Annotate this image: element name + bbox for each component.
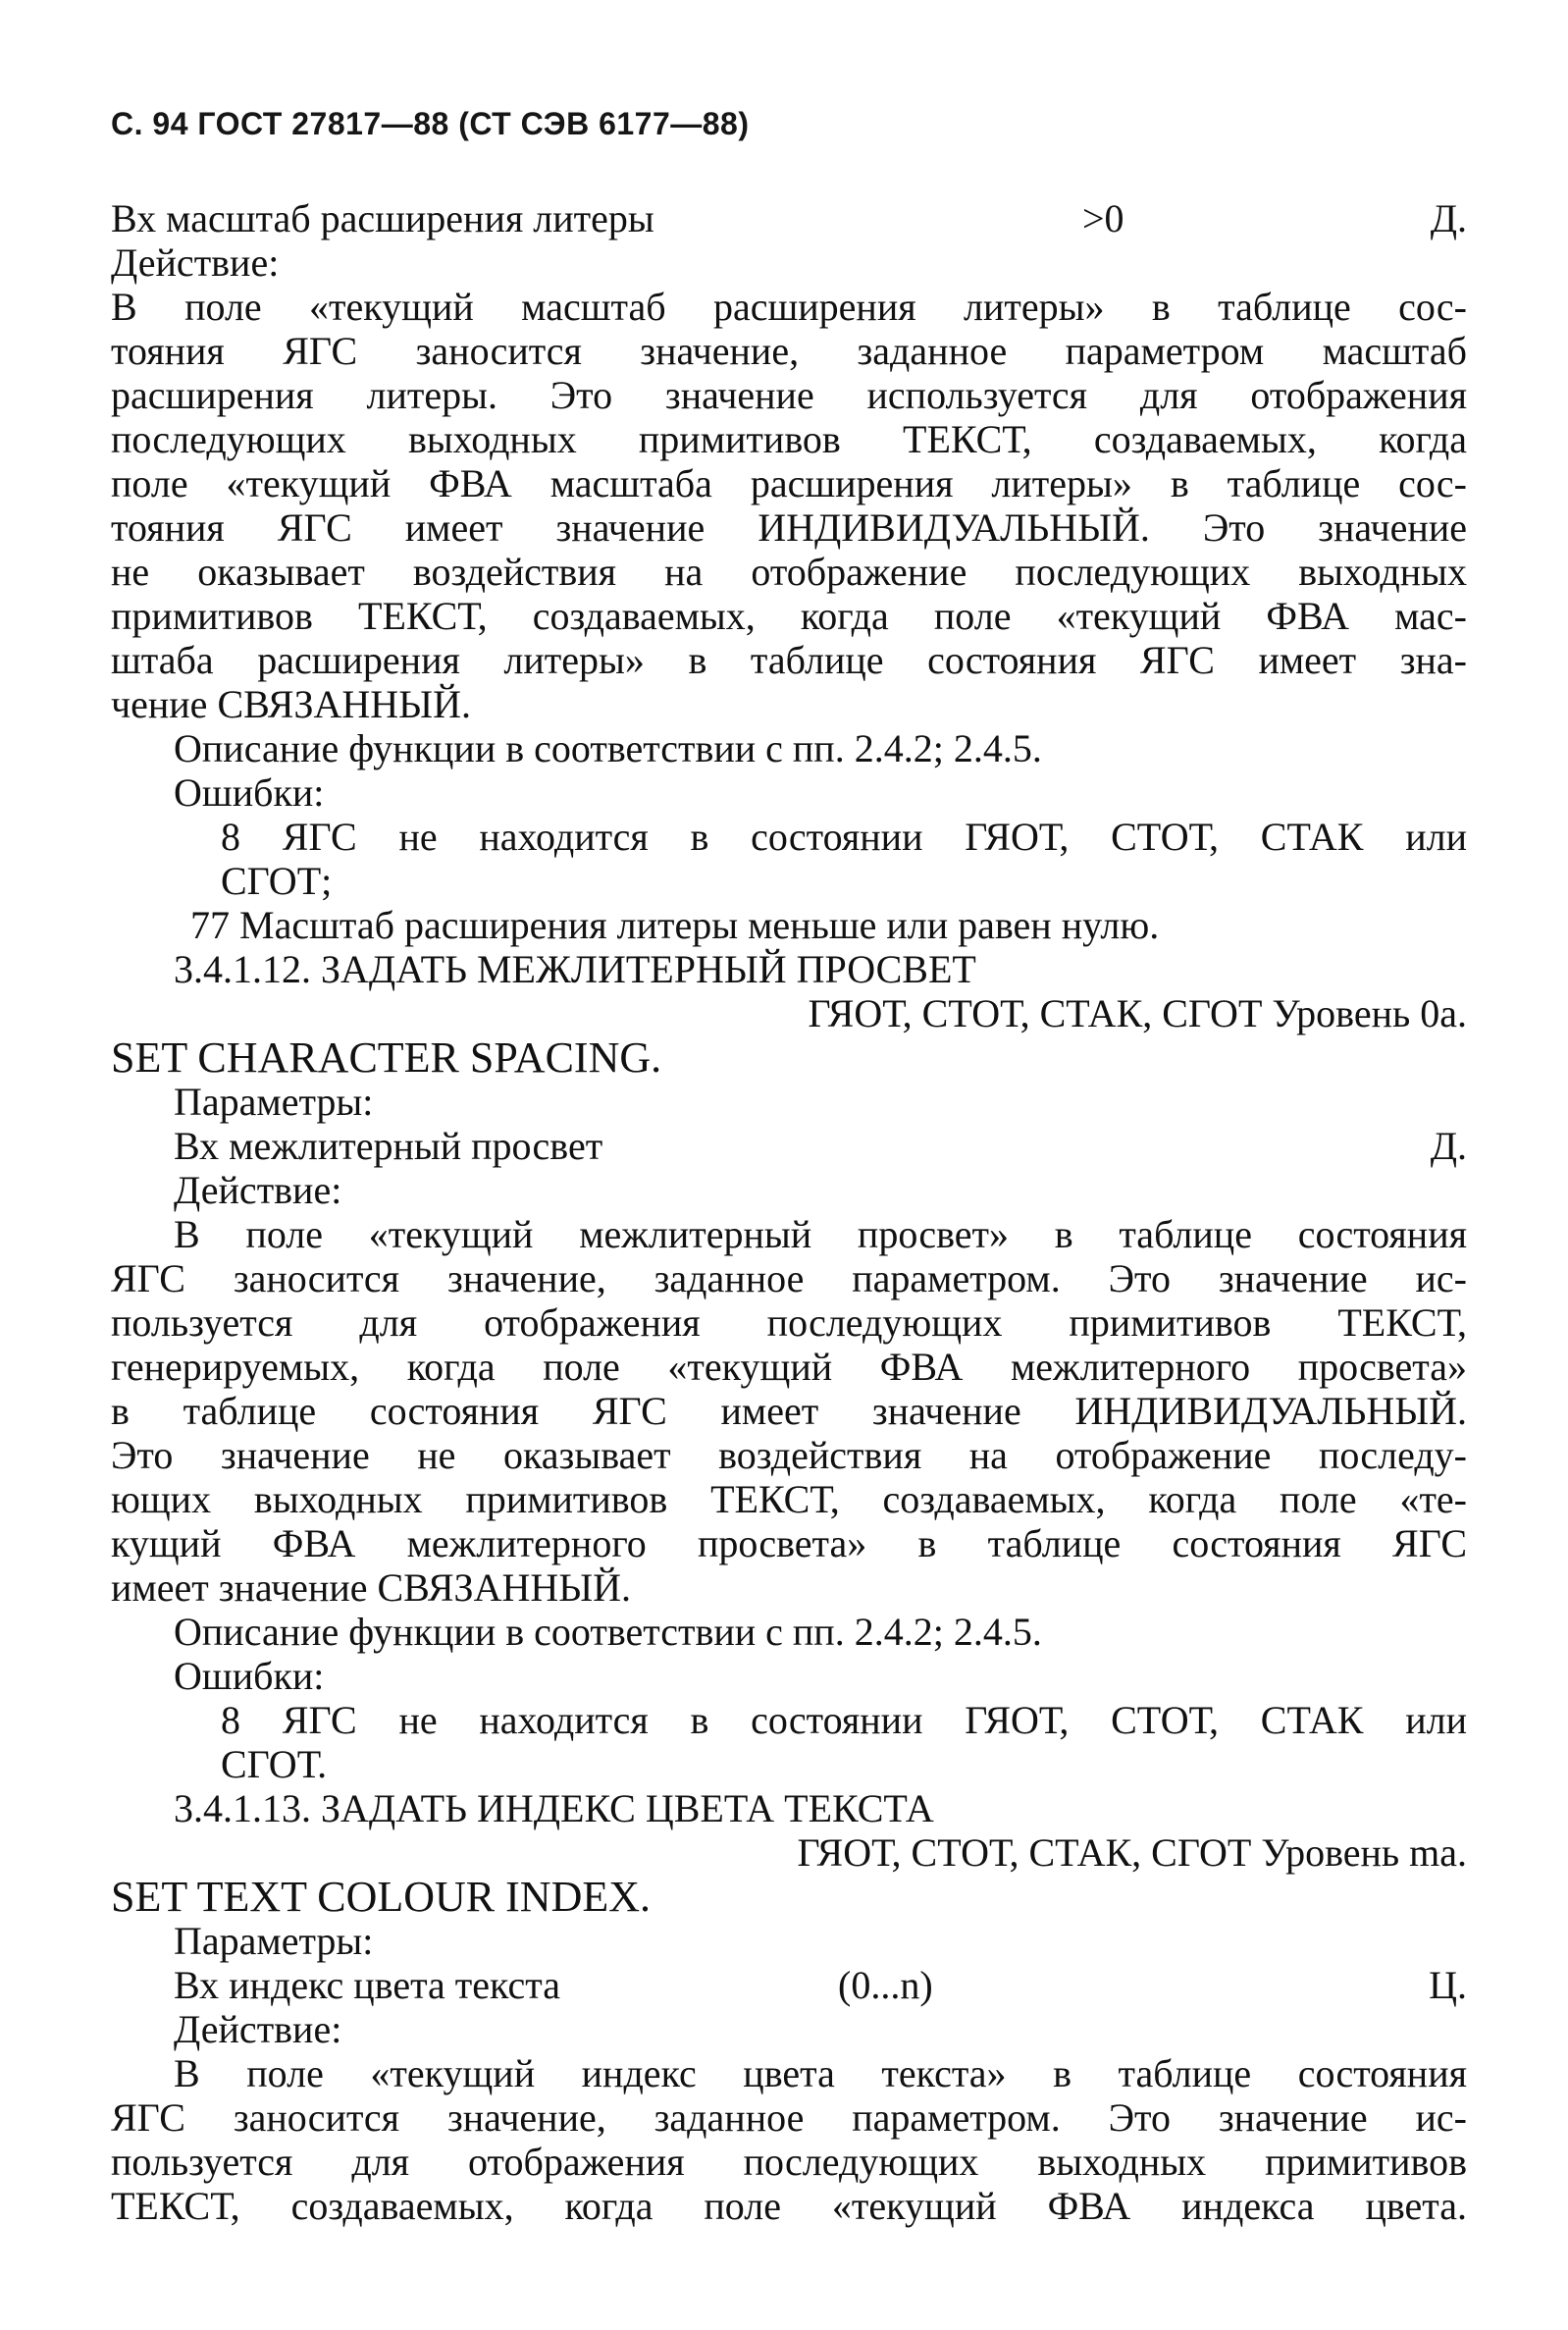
paragraph-line: штаба расширения литеры» в таблице состояния ЯГС имеет зна- xyxy=(111,638,1467,682)
errors-label: Ошибки: xyxy=(174,770,325,815)
param-row xyxy=(174,1124,1467,1169)
paragraph-line: пользуется для отображения последующих примитивов ТЕКСТ, xyxy=(111,1300,1467,1345)
param-name: Вх межлитерный просвет xyxy=(174,1124,603,1168)
param-constraint: >0 xyxy=(1082,196,1124,240)
section-english-name: SET CHARACTER SPACING. xyxy=(111,1033,662,1082)
param-type: Д. xyxy=(1430,1124,1467,1168)
paragraph-line: В поле «текущий индекс цвета текста» в таблице состояния xyxy=(174,2051,1467,2095)
param-row xyxy=(174,1963,1467,2008)
paragraph-line: В поле «текущий масштаб расширения литеры» в таблице сос- xyxy=(111,285,1467,329)
paragraph-line: имеет значение СВЯЗАННЫЙ. xyxy=(111,1565,632,1610)
param-range: (0...n) xyxy=(838,1963,933,2007)
error-item: 8 ЯГС не находится в состоянии ГЯОТ, СТОТ, СТАК или xyxy=(221,1698,1467,1742)
paragraph-line: ЯГС заносится значение, заданное параметром. Это значение ис- xyxy=(111,1256,1467,1300)
description-ref: Описание функции в соответствии с пп. 2.4.2; 2.4.5. xyxy=(174,1610,1042,1654)
param-name: Вх индекс цвета текста xyxy=(174,1963,560,2007)
paragraph-line: последующих выходных примитивов ТЕКСТ, создаваемых, когда xyxy=(111,417,1467,461)
paragraph-line: поле «текущий ФВА масштаба расширения литеры» в таблице сос- xyxy=(111,461,1467,505)
paragraph-line: тояния ЯГС заносится значение, заданное параметром масштаб xyxy=(111,329,1467,373)
paragraph-line: тояния ЯГС имеет значение ИНДИВИДУАЛЬНЫЙ. Это значение xyxy=(111,505,1467,550)
section-states: ГЯОТ, СТОТ, СТАК, СГОТ Уровень 0а. xyxy=(808,991,1467,1035)
paragraph-line: ЯГС заносится значение, заданное параметром. Это значение ис- xyxy=(111,2095,1467,2140)
error-item: 77 Масштаб расширения литеры меньше или равен нулю. xyxy=(190,903,1160,947)
paragraph-line: в таблице состояния ЯГС имеет значение ИНДИВИДУАЛЬНЫЙ. xyxy=(111,1389,1467,1433)
param-type: Ц. xyxy=(1429,1963,1467,2007)
param-type: Д. xyxy=(1430,196,1467,240)
paragraph-line: не оказывает воздействия на отображение последующих выходных xyxy=(111,550,1467,594)
paragraph-line: кущий ФВА межлитерного просвета» в таблице состояния ЯГС xyxy=(111,1521,1467,1565)
paragraph-line: генерируемых, когда поле «текущий ФВА межлитерного просвета» xyxy=(111,1345,1467,1389)
parameters-label: Параметры: xyxy=(174,1919,374,1963)
paragraph-line: Это значение не оказывает воздействия на отображение последу- xyxy=(111,1433,1467,1477)
page-header: С. 94 ГОСТ 27817—88 (СТ СЭВ 6177—88) xyxy=(111,106,750,141)
paragraph-line: В поле «текущий межлитерный просвет» в таблице состояния xyxy=(174,1212,1467,1256)
error-item: 8 ЯГС не находится в состоянии ГЯОТ, СТОТ, СТАК или xyxy=(221,815,1467,859)
errors-label: Ошибки: xyxy=(174,1654,325,1698)
action-label: Действие: xyxy=(111,240,280,285)
section-english-name: SET TEXT COLOUR INDEX. xyxy=(111,1873,651,1921)
parameters-label: Параметры: xyxy=(174,1080,374,1124)
section-states: ГЯОТ, СТОТ, СТАК, СГОТ Уровень mа. xyxy=(797,1830,1467,1875)
paragraph-line: примитивов ТЕКСТ, создаваемых, когда поле «текущий ФВА мас- xyxy=(111,594,1467,638)
paragraph-line: ТЕКСТ, создаваемых, когда поле «текущий ФВА индекса цвета. xyxy=(111,2184,1467,2228)
action-label: Действие: xyxy=(174,2007,342,2051)
section-title-3-4-1-13: 3.4.1.13. ЗАДАТЬ ИНДЕКС ЦВЕТА ТЕКСТА xyxy=(174,1786,934,1830)
section-title-3-4-1-12: 3.4.1.12. ЗАДАТЬ МЕЖЛИТЕРНЫЙ ПРОСВЕТ xyxy=(174,947,976,991)
error-item-cont: СГОТ. xyxy=(221,1742,328,1786)
paragraph-line: чение СВЯЗАННЫЙ. xyxy=(111,682,471,726)
param-name: Вх масштаб расширения литеры xyxy=(111,196,654,240)
error-item-cont: СГОТ; xyxy=(221,859,333,903)
param-row xyxy=(111,196,1467,241)
action-label: Действие: xyxy=(174,1168,342,1212)
paragraph-line: пользуется для отображения последующих выходных примитивов xyxy=(111,2140,1467,2184)
paragraph-line: расширения литеры. Это значение используется для отображения xyxy=(111,373,1467,417)
description-ref: Описание функции в соответствии с пп. 2.4.2; 2.4.5. xyxy=(174,726,1042,770)
paragraph-line: ющих выходных примитивов ТЕКСТ, создаваемых, когда поле «те- xyxy=(111,1477,1467,1521)
